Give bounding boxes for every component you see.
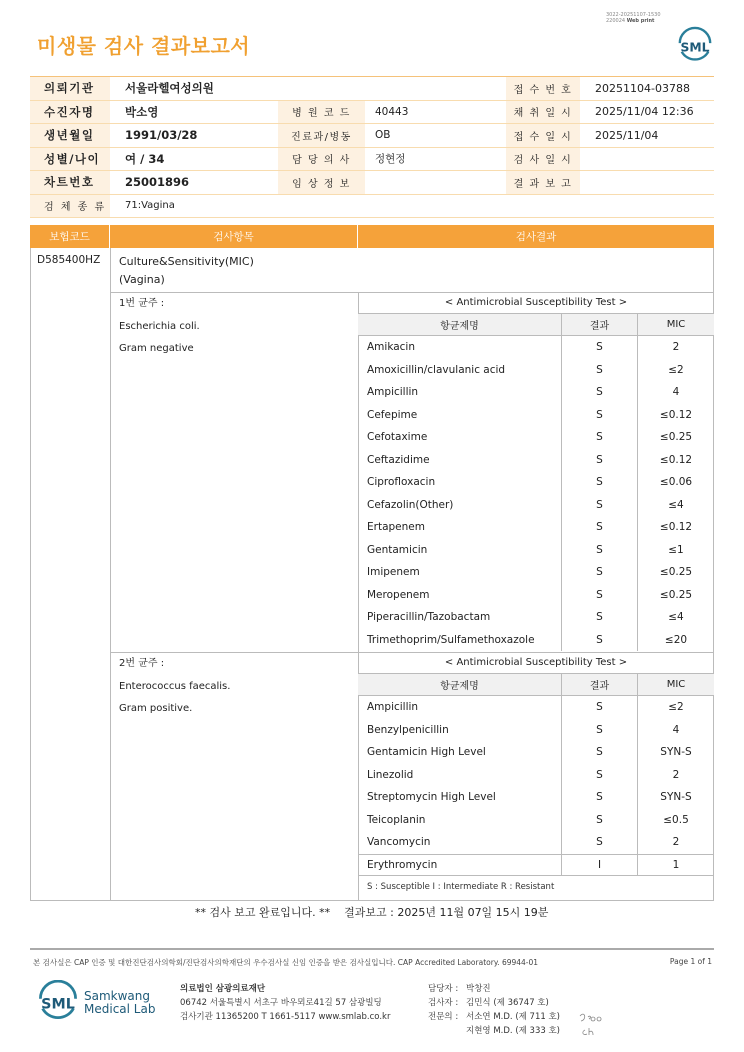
print-stamp (606, 12, 661, 24)
info-label: 채 취 일 시 (506, 101, 580, 124)
table-row (358, 381, 714, 404)
table-row (358, 494, 714, 517)
drug-name: Erythromycin (358, 855, 562, 876)
test-specimen-line: (Vagina) (119, 273, 165, 286)
organism-name: Escherichia coli. (119, 320, 200, 332)
department: OB (375, 129, 391, 142)
drug-mic: 1 (672, 858, 680, 871)
print-code: 220024 (606, 18, 626, 24)
staff-label: 검사자 : (428, 998, 459, 1008)
drug-name: Meropenem (358, 584, 562, 607)
drug-result: S (562, 831, 638, 854)
drug-name: Cefotaxime (358, 426, 562, 449)
drug-mic: ≤20 (664, 633, 688, 646)
info-row (30, 77, 714, 101)
info-label: 병 원 코 드 (278, 101, 365, 124)
gram-stain: Gram positive. (119, 703, 193, 714)
drug-mic: ≤0.25 (659, 431, 693, 444)
table-row (358, 584, 714, 607)
header-insurance-code: 보험코드 (30, 225, 110, 248)
info-row (30, 124, 714, 148)
drug-name: Ciprofloxacin (358, 471, 562, 494)
table-row (358, 854, 714, 877)
drug-result: S (562, 404, 638, 427)
header-test-result: 검사결과 (515, 231, 557, 243)
drug-name: Linezolid (358, 764, 562, 787)
organism-name: Enterococcus faecalis. (119, 680, 231, 692)
result-report (580, 171, 714, 194)
org-name: 의료법인 삼광의료재단 (180, 984, 266, 994)
table-row (358, 539, 714, 562)
table-row (358, 561, 714, 584)
drug-mic: 4 (672, 386, 680, 399)
organism-label: 2번 균주 : (119, 658, 165, 669)
drug-mic: ≤1 (668, 543, 684, 556)
drug-name: Gentamicin High Level (358, 741, 562, 764)
info-label: 담 당 의 사 (278, 148, 365, 171)
ast-table-2 (358, 652, 714, 876)
drug-name: Ertapenem (358, 516, 562, 539)
ast-header (358, 314, 714, 336)
drug-result: S (562, 539, 638, 562)
drug-name: Ceftazidime (358, 449, 562, 472)
drug-name: Benzylpenicillin (358, 719, 562, 742)
drug-name: Streptomycin High Level (358, 786, 562, 809)
drug-mic: 2 (672, 836, 680, 849)
drug-mic: ≤0.25 (659, 566, 693, 579)
footer-divider (30, 948, 714, 950)
staff-name: 김민식 (제 36747 호) (466, 998, 549, 1008)
table-row (358, 786, 714, 809)
drug-mic: ≤0.12 (659, 453, 693, 466)
received-date: 2025/11/04 (595, 128, 659, 142)
sml-footer-logo-icon (36, 980, 80, 1024)
drug-result: S (562, 719, 638, 742)
signature-icon (577, 1008, 613, 1038)
drug-name: Imipenem (358, 561, 562, 584)
drug-mic: 2 (672, 341, 680, 354)
footer-staff (428, 982, 560, 1038)
table-row (358, 426, 714, 449)
sex-age: 여 / 34 (125, 151, 165, 166)
results-table (30, 225, 714, 901)
drug-mic: SYN-S (660, 791, 692, 804)
col-drug-name: 항균제명 (358, 674, 562, 695)
info-label: 임 상 정 보 (278, 171, 365, 194)
info-label: 접 수 번 호 (506, 77, 580, 100)
footer-brand (84, 990, 155, 1016)
drug-result: S (562, 764, 638, 787)
drug-result: S (562, 359, 638, 382)
drug-result: I (562, 855, 638, 876)
drug-mic: ≤0.5 (663, 813, 689, 826)
organism-label: 1번 균주 : (119, 298, 165, 309)
table-row (358, 606, 714, 629)
drug-mic: ≤2 (668, 701, 684, 714)
drug-result: S (562, 696, 638, 719)
test-name-line: Culture&Sensitivity(MIC) (119, 255, 254, 268)
patient-name: 박소영 (125, 104, 159, 119)
table-row (358, 516, 714, 539)
birth-date: 1991/03/28 (125, 128, 198, 143)
drug-result: S (562, 561, 638, 584)
test-name (119, 253, 254, 289)
table-row (358, 629, 714, 652)
staff-name: 박창진 (466, 984, 491, 994)
attending-doctor: 정현정 (375, 153, 406, 166)
report-time: 결과보고 : 2025년 11월 07일 15시 19분 (344, 906, 549, 919)
info-label: 수진자명 (30, 101, 110, 124)
col-result: 결과 (562, 314, 638, 335)
col-mic: MIC (666, 679, 686, 690)
col-result: 결과 (562, 674, 638, 695)
requesting-institution: 서울라헬여성의원 (125, 81, 214, 96)
header-test-item: 검사항목 (110, 225, 358, 248)
drug-mic: ≤0.12 (659, 521, 693, 534)
organism-1-info (119, 292, 200, 360)
ast-table-1 (358, 292, 714, 651)
ast-rows (358, 696, 714, 876)
gram-stain: Gram negative (119, 343, 194, 354)
info-row (30, 195, 714, 219)
table-row (358, 741, 714, 764)
drug-result: S (562, 471, 638, 494)
info-label: 성별/나이 (30, 148, 110, 171)
result-legend: S : Susceptible I : Intermediate R : Resistant (367, 882, 555, 892)
drug-result: S (562, 381, 638, 404)
drug-mic: ≤4 (668, 498, 684, 511)
drug-name: Ampicillin (358, 381, 562, 404)
table-row (358, 831, 714, 854)
staff-name: 서소연 M.D. (제 711 호) (466, 1012, 561, 1022)
table-row (358, 809, 714, 832)
info-label: 진료과/병동 (278, 124, 365, 147)
column-divider (110, 248, 111, 900)
drug-mic: ≤4 (668, 611, 684, 624)
results-header (30, 225, 714, 248)
info-label: 접 수 일 시 (506, 124, 580, 147)
sml-logo-icon (676, 26, 714, 64)
logo-text: SML (680, 40, 710, 55)
table-row (358, 336, 714, 359)
info-label: 생년월일 (30, 124, 110, 147)
drug-result: S (562, 584, 638, 607)
info-row (30, 148, 714, 172)
staff-label (428, 1024, 466, 1038)
ast-title: < Antimicrobial Susceptibility Test > (358, 652, 714, 674)
info-label: 검 사 일 시 (506, 148, 580, 171)
drug-result: S (562, 629, 638, 652)
page-number: Page 1 of 1 (669, 957, 712, 966)
table-row (358, 404, 714, 427)
hospital-code: 40443 (375, 105, 409, 118)
insurance-code: D585400HZ (37, 254, 101, 266)
info-label: 결 과 보 고 (506, 171, 580, 194)
col-mic: MIC (666, 319, 686, 330)
drug-result: S (562, 336, 638, 359)
staff-label: 전문의 : (428, 1012, 459, 1022)
ast-header (358, 674, 714, 696)
certification-notice: 본 검사실은 CAP 인증 및 대한진단검사의학회/진단검사의학재단의 우수검사실 신임 인증을 받은 검사실입니다. CAP Accredited Laboratory. 69944-01 (33, 958, 539, 967)
brand-line: Medical Lab (84, 1002, 156, 1016)
org-contact: 검사기관 11365200 T 1661-5117 www.smlab.co.kr (180, 1012, 391, 1022)
drug-name: Ampicillin (358, 696, 562, 719)
drug-name: Gentamicin (358, 539, 562, 562)
info-label: 의뢰기관 (30, 77, 110, 100)
drug-name: Piperacillin/Tazobactam (358, 606, 562, 629)
collection-datetime: 2025/11/04 12:36 (595, 105, 694, 119)
brand-line: Samkwang (84, 989, 150, 1003)
drug-mic: ≤0.06 (659, 476, 693, 489)
drug-result: S (562, 494, 638, 517)
drug-result: S (562, 516, 638, 539)
info-row (30, 171, 714, 195)
footer-organization (180, 982, 390, 1024)
completion-line (195, 904, 548, 920)
table-row (358, 471, 714, 494)
report-complete: ** 검사 보고 완료입니다. ** (195, 906, 331, 919)
organism-2-info (119, 652, 230, 720)
print-id: 3022-20251107-1530 (606, 12, 661, 18)
org-address: 06742 서울특별시 서초구 바우뫼로41길 57 삼광빌딩 (180, 998, 382, 1008)
drug-name: Vancomycin (358, 831, 562, 854)
table-row (358, 764, 714, 787)
staff-name: 지현영 M.D. (제 333 호) (466, 1026, 561, 1036)
drug-name: Cefepime (358, 404, 562, 427)
patient-info-table (30, 76, 714, 218)
col-drug-name: 항균제명 (358, 314, 562, 335)
page-title: 미생물 검사 결과보고서 (37, 34, 251, 58)
table-row (358, 719, 714, 742)
drug-mic: ≤0.12 (659, 408, 693, 421)
drug-name: Teicoplanin (358, 809, 562, 832)
specimen-type: 71:Vagina (125, 200, 175, 212)
ast-title: < Antimicrobial Susceptibility Test > (358, 292, 714, 314)
drug-result: S (562, 786, 638, 809)
drug-mic: 4 (672, 723, 680, 736)
drug-result: S (562, 809, 638, 832)
table-row (358, 696, 714, 719)
drug-name: Cefazolin(Other) (358, 494, 562, 517)
drug-mic: SYN-S (660, 746, 692, 759)
clinical-info (365, 171, 506, 194)
drug-name: Amikacin (358, 336, 562, 359)
test-date (580, 148, 714, 171)
drug-name: Trimethoprim/Sulfamethoxazole (358, 629, 562, 652)
info-label: 차트번호 (30, 171, 110, 194)
drug-result: S (562, 426, 638, 449)
info-label: 검 체 종 류 (30, 195, 110, 218)
accession-number: 20251104-03788 (595, 81, 690, 95)
logo-text: SML (41, 996, 75, 1013)
drug-mic: ≤0.25 (659, 588, 693, 601)
drug-result: S (562, 606, 638, 629)
drug-result: S (562, 449, 638, 472)
drug-result: S (562, 741, 638, 764)
table-row (358, 359, 714, 382)
info-row (30, 101, 714, 125)
drug-mic: 2 (672, 768, 680, 781)
chart-number: 25001896 (125, 175, 190, 190)
table-row (358, 449, 714, 472)
staff-label: 담당자 : (428, 984, 459, 994)
print-label: Web print (626, 18, 655, 24)
drug-name: Amoxicillin/clavulanic acid (358, 359, 562, 382)
ast-rows (358, 336, 714, 651)
drug-mic: ≤2 (668, 363, 684, 376)
